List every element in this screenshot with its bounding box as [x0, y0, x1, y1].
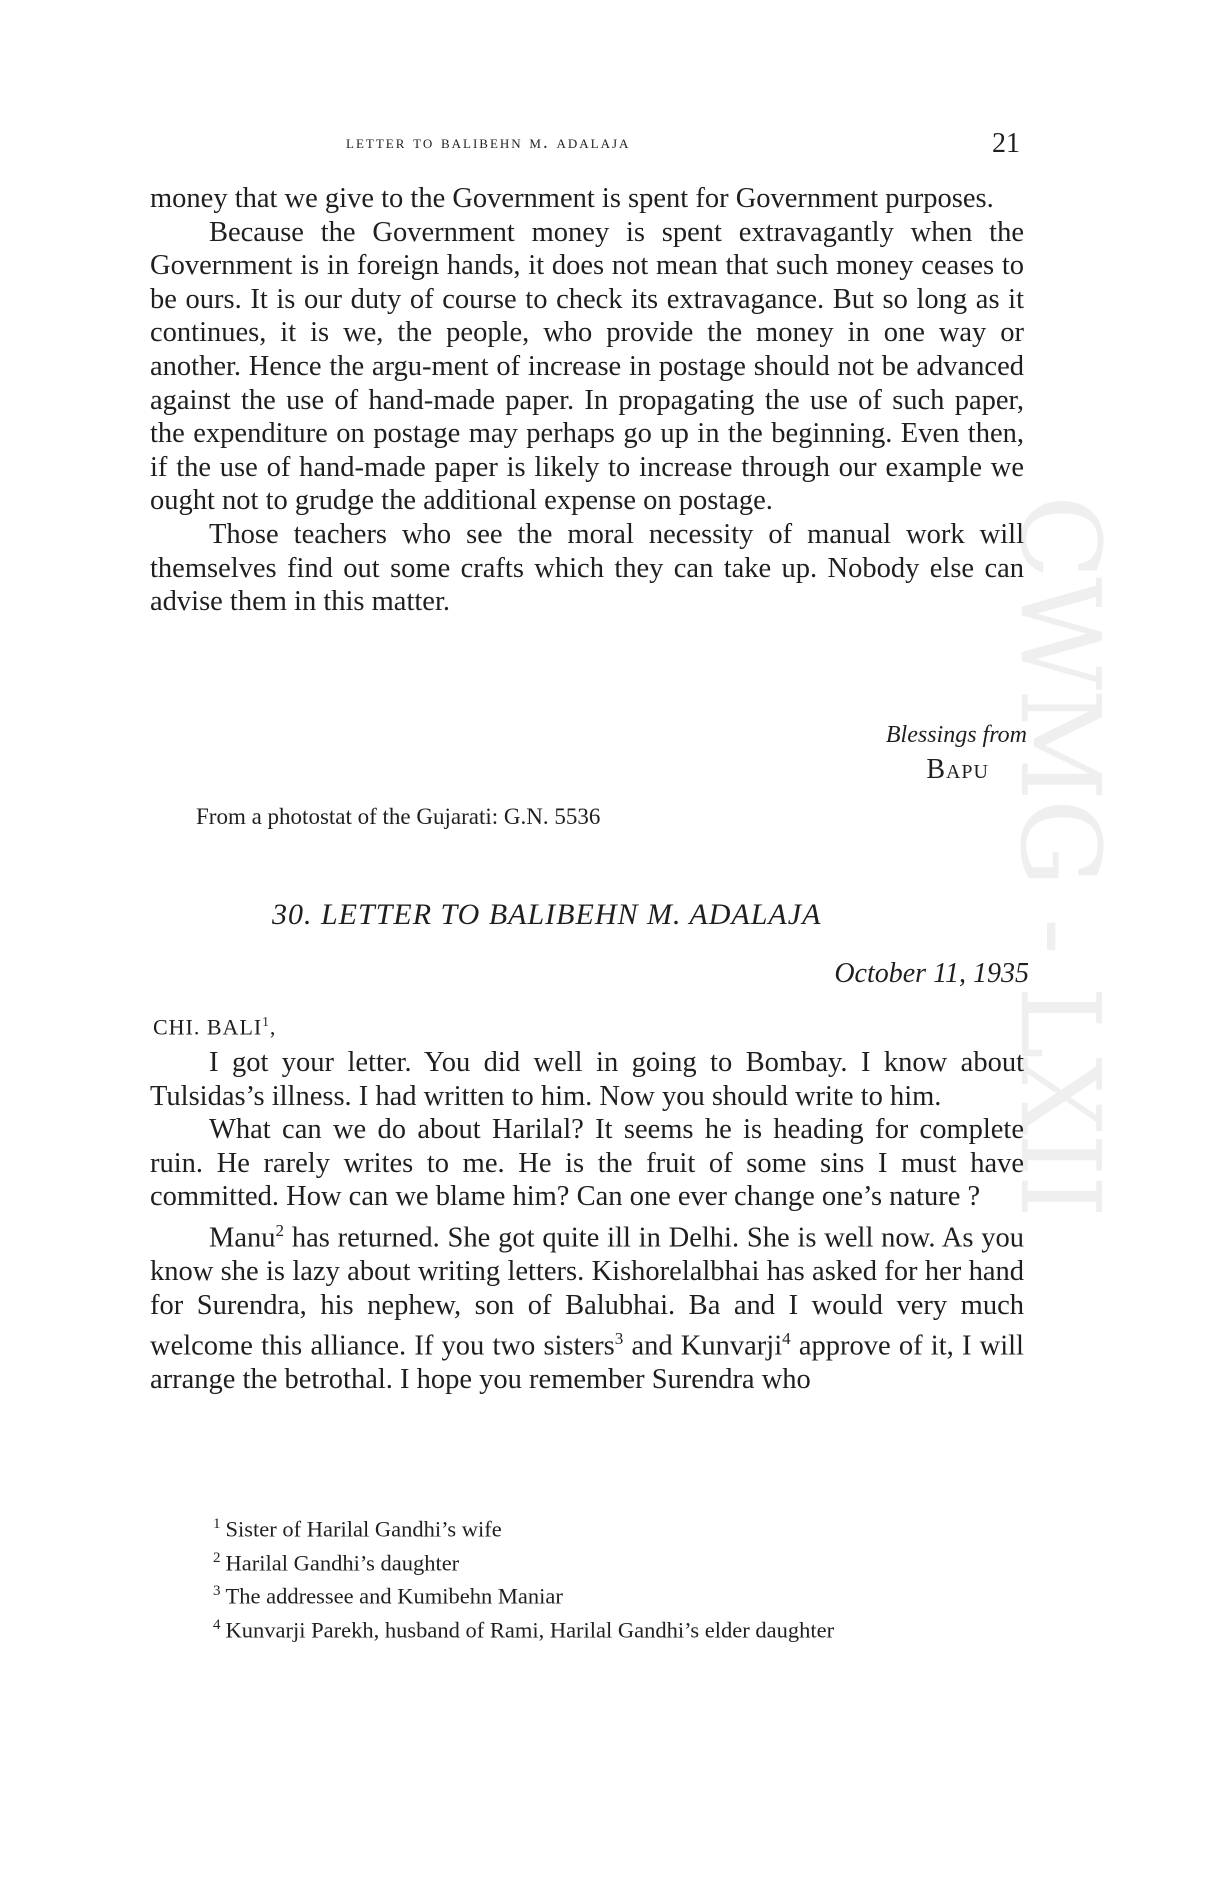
letter-body	[150, 1046, 1024, 1397]
footnote	[213, 1510, 1033, 1544]
running-head: letter to balibehn m. adalaja	[346, 132, 631, 153]
footnotes	[213, 1510, 1033, 1644]
paragraph: I got your letter. You did well in going to Bombay. I know about Tulsidas’s illness. I had written to him. Now you should write to him.	[150, 1047, 1024, 1112]
paragraph	[150, 1214, 1024, 1397]
footnote-text: Sister of Harilal Gandhi’s wife	[225, 1516, 502, 1542]
footnote-ref: 1	[262, 1014, 270, 1029]
text-run: Manu	[209, 1222, 276, 1254]
footnote-number: 4	[213, 1616, 221, 1633]
paragraph: Because the Government money is spent extravagantly when the Government is in foreign hands, it does not mean that such money ceases to be ours. It is our duty of course to check its extravagance. But so long as it continues, it is we, the people, who provide the money in one way or another. Hence the argu-ment of increase in postage should not be advanced against the use of hand-made paper. In propagating the use of such paper, the expenditure on postage may perhaps go up in the beginning. Even then, if the use of hand-made paper is likely to increase through our example we ought not to grudge the additional expense on postage.	[150, 216, 1024, 517]
paragraph: What can we do about Harilal? It seems he is heading for complete ruin. He rarely writes to me. He is the fruit of some sins I must have committed. How can we blame him? Can one ever change one’s nature ?	[150, 1114, 1024, 1213]
text-run: and Kunvarji	[623, 1330, 783, 1362]
footnote-ref: 4	[782, 1329, 791, 1349]
footnote-text: Kunvarji Parekh, husband of Rami, Harilal Gandhi’s elder daughter	[225, 1617, 835, 1642]
letter-date: October 11, 1935	[834, 958, 1029, 989]
footnote	[213, 1577, 1033, 1611]
footnote-ref: 2	[275, 1220, 285, 1240]
footnote-text: The addressee and Kumibehn Maniar	[225, 1583, 563, 1609]
signature: Bapu	[926, 754, 989, 785]
watermark: CWMG - LXII	[996, 495, 1124, 1217]
footnote	[213, 1544, 1033, 1578]
paragraph: money that we give to the Government is spent for Government purposes.	[150, 183, 994, 214]
footnote-number: 2	[213, 1549, 221, 1566]
footnote-number: 1	[213, 1516, 221, 1532]
article-title: 30. LETTER TO BALIBEHN M. ADALAJA	[272, 898, 822, 931]
page-number: 21	[992, 128, 1020, 159]
footnote-number: 3	[213, 1583, 221, 1599]
text-run: has returned. She got quite ill in Delhi. She is well now. As you know she is lazy about writing letters. Kishorelalbhai has asked for her hand for Surendra, his nephew, son of Balubhai. Ba and I would very much welcome this alliance. If you two sisters	[150, 1222, 1024, 1362]
salutation-end: ,	[269, 1014, 277, 1040]
footnote-text: Harilal Gandhi’s daughter	[225, 1550, 460, 1575]
paragraph: Those teachers who see the moral necessity of manual work will themselves find out some crafts which they can take up. Nobody else can advise them in this matter.	[150, 518, 1024, 618]
salutation-text: CHI. BALI	[153, 1014, 263, 1040]
footnote-ref: 3	[614, 1329, 624, 1349]
closing: Blessings from	[885, 722, 1027, 748]
text-run: approve of it, I will arrange the betrothal. I hope you remember Surendra who	[150, 1330, 1024, 1396]
footnote	[213, 1611, 1033, 1645]
previous-letter-body	[150, 182, 1024, 619]
source-note: From a photostat of the Gujarati: G.N. 5536	[196, 804, 601, 829]
salutation	[153, 1014, 276, 1040]
